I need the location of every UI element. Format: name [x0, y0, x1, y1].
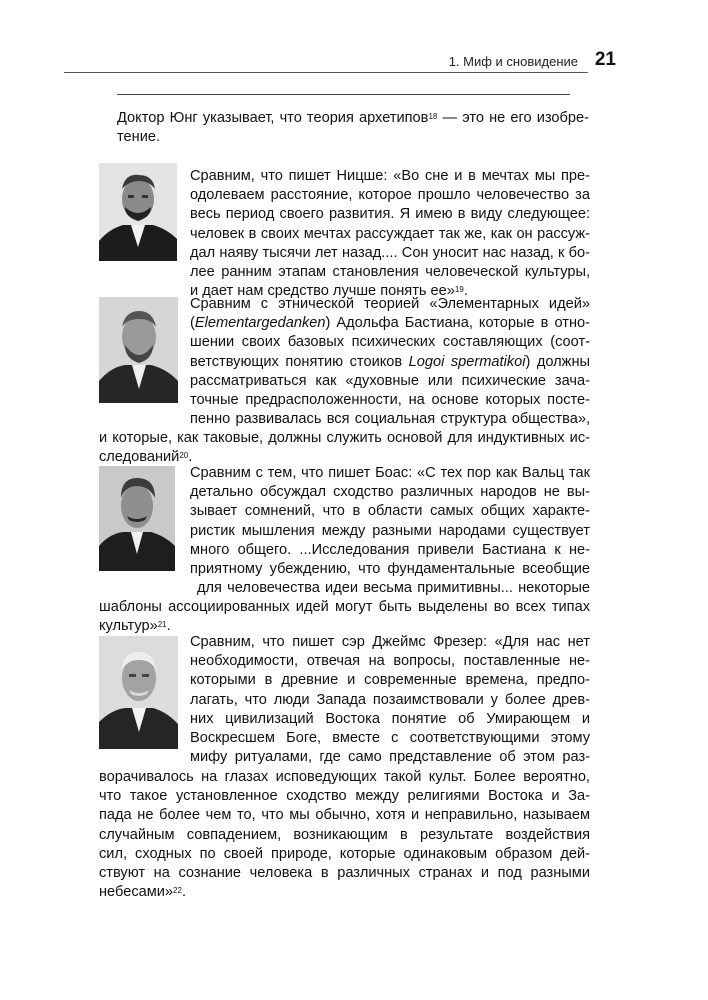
- paragraph-line: которыми в древние и современные времена, предпо-: [190, 672, 590, 689]
- frazer-paragraph-cont: [99, 768, 590, 902]
- paragraph-text: ) должны: [525, 353, 590, 370]
- paragraph-line: рассматриваться как «духовные или психические зача-: [190, 372, 590, 389]
- intro-text: тение.: [117, 129, 161, 146]
- header-rule: [64, 72, 588, 73]
- paragraph-line: лее ранним этапам становления человеческой культуры,: [190, 263, 590, 280]
- paragraph-line: одолеваем расстояние, которое прошло человечество за: [190, 187, 590, 204]
- paragraph-line: Воскресшем Боге, вместе с соответствующими этому: [190, 729, 590, 746]
- paragraph-line: дал наяву тысячи лет назад.... Сон уносит нас назад, к бо-: [190, 244, 590, 261]
- italic-term: Logoi spermatikoi: [408, 353, 526, 370]
- paragraph-line: ристик мышления между разными народами существует: [190, 522, 590, 539]
- paragraph-line: Сравним с этнической теорией «Элементарных идей»: [190, 296, 590, 312]
- paragraph-line: приятному убеждению, что фундаментальные всеобщие: [190, 560, 590, 577]
- paragraph-line: детально обсуждал сходство различных народов не вы-: [190, 484, 590, 501]
- paragraph-text: ) Адольфа Бастиана, которые в отно-: [325, 315, 590, 332]
- paragraph-line: точные предрасположенности, на основе которых посте-: [190, 391, 590, 408]
- section-rule: [117, 94, 570, 95]
- paragraph-line: культур»: [99, 618, 158, 635]
- paragraph-line: человек в своих мечтах рассуждает так же, как он рассуж-: [190, 225, 590, 242]
- paragraph-line: случайным совпадением, возникающим в результате воздействия: [99, 826, 590, 843]
- paragraph-text: ветствующих понятию стоиков: [190, 353, 409, 370]
- paragraph-line: весь период своего развития. Я имею в виду следующее:: [190, 206, 590, 223]
- paragraph-line: ствуют на сознание человека в различных странах и под разными: [99, 864, 590, 881]
- paragraph-line: и дает нам средство лучше понять ее»: [190, 283, 455, 300]
- paragraph-line: мифу ритуалами, где само представление об этом раз-: [190, 749, 590, 766]
- paragraph-line: сил, сходных по своей природе, которые одинаковым образом дей-: [99, 845, 590, 862]
- paragraph-line: пенно развивалась вся социальная структура общества»,: [190, 411, 590, 428]
- footnote-ref: 20: [179, 451, 189, 461]
- paragraph-line: много общего. ...Исследования привели Бастиана к не-: [190, 541, 590, 558]
- frazer-paragraph: [190, 633, 590, 767]
- paragraph-line: зывает сомнений, что в области самых общих характе-: [190, 503, 590, 520]
- footnote-ref: 22: [173, 886, 182, 896]
- intro-text: Доктор Юнг указывает, что теория архетипов: [117, 110, 429, 126]
- paragraph-line: Сравним с тем, что пишет Боас: «С тех пор как Вальц так: [190, 465, 590, 481]
- running-header: [64, 44, 616, 72]
- italic-term: Elementargedanken: [194, 315, 326, 332]
- paragraph-line: шении своих базовых психических составляющих (соот-: [190, 334, 590, 351]
- boas-paragraph: [190, 464, 590, 579]
- punctuation: .: [463, 283, 468, 300]
- punctuation: .: [188, 449, 193, 466]
- footnote-ref: 19: [454, 285, 464, 295]
- boas-paragraph-cont: [99, 579, 590, 637]
- bastian-portrait: [99, 297, 178, 403]
- paragraph-line: них цивилизаций Востока понятие об Умирающем и: [190, 710, 590, 727]
- paragraph-line: для человечества идеи весьма примитивны... некоторые: [197, 580, 590, 596]
- bastian-paragraph: [190, 295, 590, 429]
- paragraph-line: и которые, как таковые, должны служить основой для индуктивных ис-: [99, 430, 590, 446]
- paragraph-line: Сравним, что пишет Ницше: «Во сне и в мечтах мы пре-: [190, 168, 590, 184]
- nietzsche-portrait: [99, 163, 177, 261]
- punctuation: .: [181, 884, 187, 901]
- nietzsche-paragraph: [190, 167, 590, 301]
- bastian-paragraph-cont: [99, 429, 590, 467]
- paragraph-line: пада не более чем то, что мы обычно, хотя и неправильно, называем: [99, 807, 590, 824]
- punctuation: .: [166, 618, 171, 635]
- intro-paragraph: [117, 109, 589, 147]
- paragraph-line: следований: [99, 449, 180, 466]
- paragraph-line: необходимости, отвечая на вопросы, поставленные не-: [190, 653, 590, 670]
- chapter-title: 1. Миф и сновидение: [448, 54, 578, 69]
- paragraph-line: ворачивалось на глазах исповедующих такой культ. Более вероятно,: [99, 769, 590, 785]
- footnote-ref: 21: [157, 620, 167, 630]
- page-number: 21: [594, 49, 616, 70]
- paragraph-line: Сравним, что пишет сэр Джеймс Фрезер: «Для нас нет: [190, 634, 590, 650]
- footnote-ref: 18: [428, 112, 438, 121]
- paragraph-line: лагать, что люди Запада позаимствовали у более древ-: [190, 691, 590, 708]
- frazer-portrait: [99, 636, 178, 749]
- intro-text: — это не его изобре-: [437, 110, 589, 126]
- punctuation: (: [190, 315, 195, 332]
- boas-portrait: [99, 466, 175, 571]
- paragraph-line: шаблоны ассоциированных идей могут быть выделены во всех типах: [99, 599, 590, 616]
- paragraph-line: небесами»: [99, 884, 174, 901]
- paragraph-line: что такое установленное сходство между религиями Востока и За-: [99, 788, 590, 805]
